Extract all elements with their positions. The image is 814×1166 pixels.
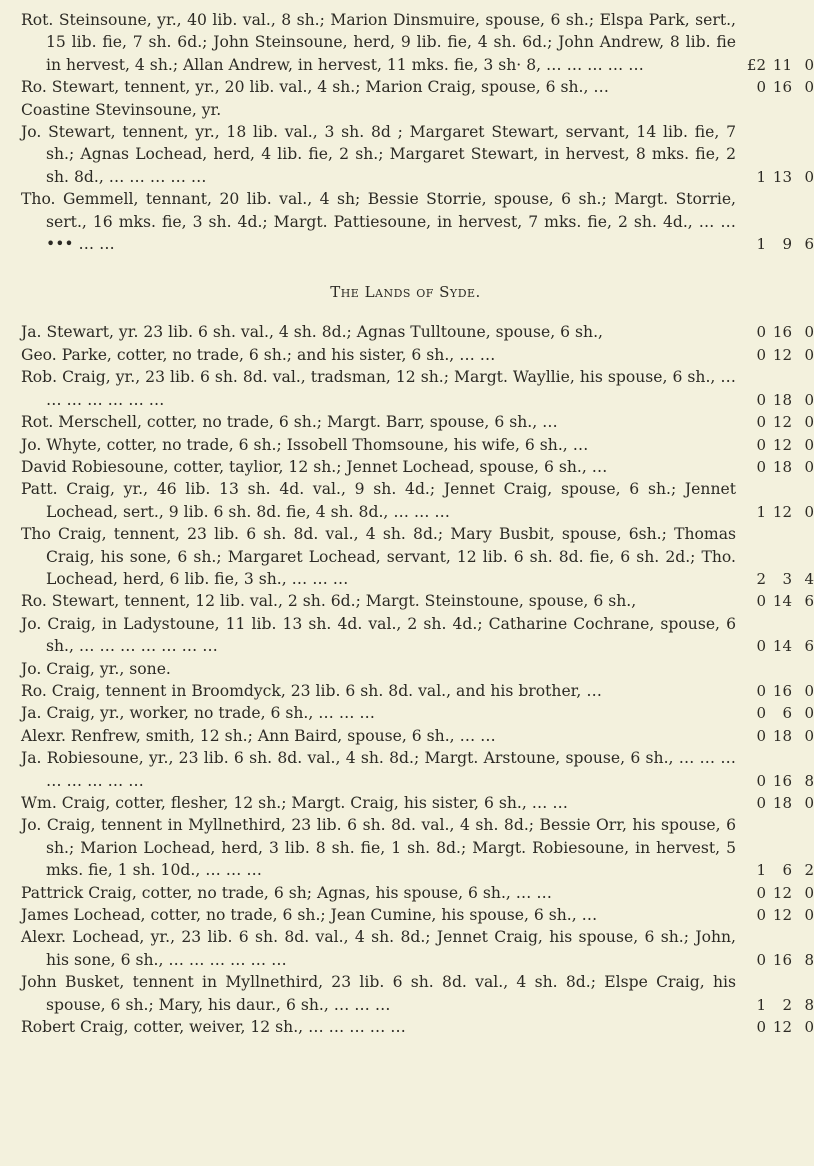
pence: 0 [804, 794, 814, 812]
entry [21, 814, 814, 881]
entry-text: Jo. Whyte, cotter, no trade, 6 sh.; Issobell Thomsoune, his wife, 6 sh., … [21, 435, 589, 454]
pounds: 0 [756, 413, 766, 432]
pounds: 0 [756, 323, 766, 342]
entry [21, 411, 814, 433]
pence: 6 [804, 637, 814, 656]
pounds: 0 [756, 457, 766, 476]
entry-amount [736, 321, 814, 343]
entry [21, 121, 814, 188]
entry-text: Coastine Stevinsoune, yr. [21, 100, 222, 119]
entry-amount [736, 54, 814, 76]
pounds: 1 [756, 235, 766, 254]
pence: 0 [804, 457, 814, 476]
lands-of-syde-section [0, 321, 814, 1038]
entry-text: David Robiesoune, cotter, taylior, 12 sh.; Jennet Lochead, spouse, 6 sh., … [21, 457, 608, 476]
shillings: 16 [772, 681, 792, 700]
entry-text: Ro. Craig, tennent in Broomdyck, 23 lib. 6 sh. 8d. val., and his brother, … [21, 681, 602, 700]
pence: 4 [804, 569, 814, 588]
pounds: 0 [756, 906, 766, 925]
entry-text: Geo. Parke, cotter, no trade, 6 sh.; and his sister, 6 sh., … … [21, 345, 496, 364]
entry-amount [736, 1016, 814, 1038]
shillings: 16 [772, 950, 792, 969]
entry-amount [736, 166, 814, 188]
entry-amount [736, 770, 814, 792]
entry-amount [736, 994, 814, 1016]
pounds: 0 [756, 637, 766, 656]
entry [21, 590, 814, 612]
entry [21, 702, 814, 724]
entry [21, 76, 814, 98]
entry-text: Rot. Steinsoune, yr., 40 lib. val., 8 sh.; Marion Dinsmuire, spouse, 6 sh.; Elspa Park, sert., 15 lib. fie, 7 sh. 6d.; John Steinsoune, herd, 9 lib. fie, 4 sh. 6d.; John Andrew, 8 lib. fie in hervest, 4 sh.; Allan Andrew, in hervest, 11 mks. fie, 3 sh· 8, … … … … … [21, 11, 736, 74]
entry-amount [736, 904, 814, 926]
section-heading: The Lands of Syde. [330, 283, 481, 302]
pounds: 1 [756, 167, 766, 186]
entry-text: Alexr. Renfrew, smith, 12 sh.; Ann Baird, spouse, 6 sh., … … [21, 726, 496, 745]
shillings: 12 [772, 502, 792, 521]
entry-amount [736, 792, 814, 814]
shillings: 18 [772, 794, 792, 812]
entry-text: Ja. Robiesoune, yr., 23 lib. 6 sh. 8d. val., 4 sh. 8d.; Margt. Arstoune, spouse, 6 sh., … … … … … … … … [21, 749, 736, 790]
entry [21, 9, 814, 76]
pounds: 0 [756, 390, 766, 409]
pence: 0 [804, 726, 814, 745]
shillings: 6 [782, 704, 792, 723]
entry-text: Alexr. Lochead, yr., 23 lib. 6 sh. 8d. val., 4 sh. 8d.; Jennet Craig, his spouse, 6 sh.; John, his sone, 6 sh., … … … … … … [21, 928, 736, 969]
entry-amount [736, 702, 814, 724]
pence: 8 [804, 995, 814, 1014]
entry-text: James Lochead, cotter, no trade, 6 sh.; Jean Cumine, his spouse, 6 sh., … [21, 906, 598, 925]
pounds: 1 [756, 861, 766, 880]
pence: 0 [804, 435, 814, 454]
entry-amount [736, 949, 814, 971]
pence: 0 [804, 78, 814, 97]
entry [21, 344, 814, 366]
pence: 6 [804, 235, 814, 254]
entry [21, 747, 814, 792]
entry [21, 971, 814, 1016]
pence: 8 [804, 771, 814, 790]
pounds: 0 [756, 435, 766, 454]
entry [21, 792, 814, 814]
entry-amount [736, 501, 814, 523]
pounds: 0 [756, 681, 766, 700]
pence: 0 [804, 883, 814, 902]
shillings: 16 [772, 323, 792, 342]
shillings: 12 [772, 435, 792, 454]
entry-text: Rot. Merschell, cotter, no trade, 6 sh.; Margt. Barr, spouse, 6 sh., … [21, 413, 558, 432]
pounds: 0 [756, 1018, 766, 1037]
pence: 0 [804, 55, 814, 74]
entry [21, 904, 814, 926]
entry [21, 188, 814, 255]
pounds: 0 [756, 78, 766, 97]
entry-text: John Busket, tennent in Myllnethird, 23 lib. 6 sh. 8d. val., 4 sh. 8d.; Elspe Craig, his spouse, 6 sh.; Mary, his daur., 6 sh., … … … [21, 973, 736, 1014]
pounds: 0 [756, 771, 766, 790]
pounds: 0 [756, 704, 766, 723]
shillings: 12 [772, 413, 792, 432]
entry-amount [736, 725, 814, 747]
pounds: 0 [756, 345, 766, 364]
pounds: 0 [756, 726, 766, 745]
entry-amount [736, 456, 814, 478]
shillings: 16 [772, 78, 792, 97]
pence: 0 [804, 390, 814, 409]
entry-amount [736, 76, 814, 98]
pence: 0 [804, 323, 814, 342]
entry-amount [736, 389, 814, 411]
pence: 0 [804, 167, 814, 186]
entry [21, 882, 814, 904]
entry [21, 523, 814, 590]
pence: 0 [804, 704, 814, 723]
shillings: 14 [772, 592, 792, 611]
shillings: 18 [772, 457, 792, 476]
entry-text: Jo. Craig, yr., sone. [21, 659, 171, 678]
entry-amount [736, 859, 814, 881]
entry [21, 613, 814, 658]
pence: 0 [804, 681, 814, 700]
shillings: 9 [782, 235, 792, 254]
entry-amount [736, 590, 814, 612]
pounds: £2 [746, 55, 766, 74]
entry-amount [736, 882, 814, 904]
entry-amount [736, 434, 814, 456]
entry [21, 478, 814, 523]
pounds: 1 [756, 995, 766, 1014]
entry-text: Robert Craig, cotter, weiver, 12 sh., … … … … … [21, 1018, 406, 1037]
entry [21, 926, 814, 971]
entry [21, 321, 814, 343]
entry [21, 99, 736, 121]
pounds: 0 [756, 950, 766, 969]
entry-amount [736, 635, 814, 657]
entry-text: Wm. Craig, cotter, flesher, 12 sh.; Margt. Craig, his sister, 6 sh., … … [21, 794, 568, 812]
entry [21, 434, 814, 456]
pence: 0 [804, 906, 814, 925]
pence: 0 [804, 1018, 814, 1037]
entry [21, 456, 814, 478]
shillings: 13 [772, 167, 792, 186]
entry [21, 680, 814, 702]
entry-text: Jo. Craig, in Ladystoune, 11 lib. 13 sh. 4d. val., 2 sh. 4d.; Catharine Cochrane, spouse, 6 sh., … … … … … … … [21, 614, 736, 656]
entry-text: Rob. Craig, yr., 23 lib. 6 sh. 8d. val., tradsman, 12 sh.; Margt. Wayllie, his spouse, 6 sh., … … … … … … … [21, 368, 736, 409]
entry-amount [736, 344, 814, 366]
entry-text: Ro. Stewart, tennent, 12 lib. val., 2 sh. 6d.; Margt. Steinstoune, spouse, 6 sh., [21, 592, 637, 611]
shillings: 18 [772, 390, 792, 409]
top-section [0, 9, 814, 255]
entry [21, 1016, 814, 1038]
pence: 0 [804, 345, 814, 364]
entry-text: Jo. Stewart, tennent, yr., 18 lib. val., 3 sh. 8d ; Margaret Stewart, servant, 14 lib. fie, 7 sh.; Agnas Lochead, herd, 4 lib. fie, 2 sh.; Margaret Stewart, in hervest, 8 mks. fie, 2 sh. 8d., … … … … … [21, 123, 736, 186]
pounds: 0 [756, 883, 766, 902]
pounds: 0 [756, 592, 766, 611]
entry-amount [736, 568, 814, 590]
pence: 0 [804, 502, 814, 521]
pence: 8 [804, 950, 814, 969]
pence: 0 [804, 413, 814, 432]
entry-text: Ja. Stewart, yr. 23 lib. 6 sh. val., 4 sh. 8d.; Agnas Tulltoune, spouse, 6 sh., [21, 323, 604, 342]
entry-amount [736, 680, 814, 702]
entry-text: Tho Craig, tennent, 23 lib. 6 sh. 8d. val., 4 sh. 8d.; Mary Busbit, spouse, 6sh.; Thomas Craig, his sone, 6 sh.; Margaret Lochead, servant, 12 lib. 6 sh. 8d. fie, 6 sh. 2d.; Tho. Lochead, herd, 6 lib. fie, 3 sh., … … … [21, 525, 736, 588]
shillings: 12 [772, 1018, 792, 1037]
entry-text: Patt. Craig, yr., 46 lib. 13 sh. 4d. val., 9 sh. 4d.; Jennet Craig, spouse, 6 sh.; Jennet Lochead, sert., 9 lib. 6 sh. 8d. fie, 4 sh. 8d., … … … [21, 480, 736, 521]
entry [21, 725, 814, 747]
shillings: 12 [772, 883, 792, 902]
pounds: 0 [756, 794, 766, 812]
shillings: 3 [782, 569, 792, 588]
entry-text: Jo. Craig, tennent in Myllnethird, 23 lib. 6 sh. 8d. val., 4 sh. 8d.; Bessie Orr, his spouse, 6 sh.; Marion Lochead, herd, 3 lib. 8 sh. fie, 1 sh. 8d.; Margt. Robiesoune, in hervest, 5 mks. fie, 1 sh. 10d., … … … [21, 816, 736, 880]
entry [21, 658, 736, 680]
pence: 2 [804, 861, 814, 880]
shillings: 14 [772, 637, 792, 656]
pounds: 1 [756, 502, 766, 521]
entry-text: Pattrick Craig, cotter, no trade, 6 sh; Agnas, his spouse, 6 sh., … … [21, 883, 552, 902]
shillings: 12 [772, 345, 792, 364]
pounds: 2 [756, 569, 766, 588]
entry-amount [736, 411, 814, 433]
entry-text: Ro. Stewart, tennent, yr., 20 lib. val., 4 sh.; Marion Craig, spouse, 6 sh., … [21, 78, 610, 97]
pence: 6 [804, 592, 814, 611]
shillings: 16 [772, 771, 792, 790]
shillings: 11 [772, 55, 792, 74]
entry-text: Tho. Gemmell, tennant, 20 lib. val., 4 sh; Bessie Storrie, spouse, 6 sh.; Margt. Storrie, sert., 16 mks. fie, 3 sh. 4d.; Margt. Pattiesoune, in hervest, 7 mks. fie, 2 sh. 4d., … … ••• … … [21, 190, 736, 254]
entry-text: Ja. Craig, yr., worker, no trade, 6 sh., … … … [21, 704, 375, 723]
shillings: 18 [772, 726, 792, 745]
entry-amount [736, 233, 814, 255]
shillings: 2 [782, 995, 792, 1014]
entry [21, 366, 814, 411]
shillings: 6 [782, 861, 792, 880]
shillings: 12 [772, 906, 792, 925]
